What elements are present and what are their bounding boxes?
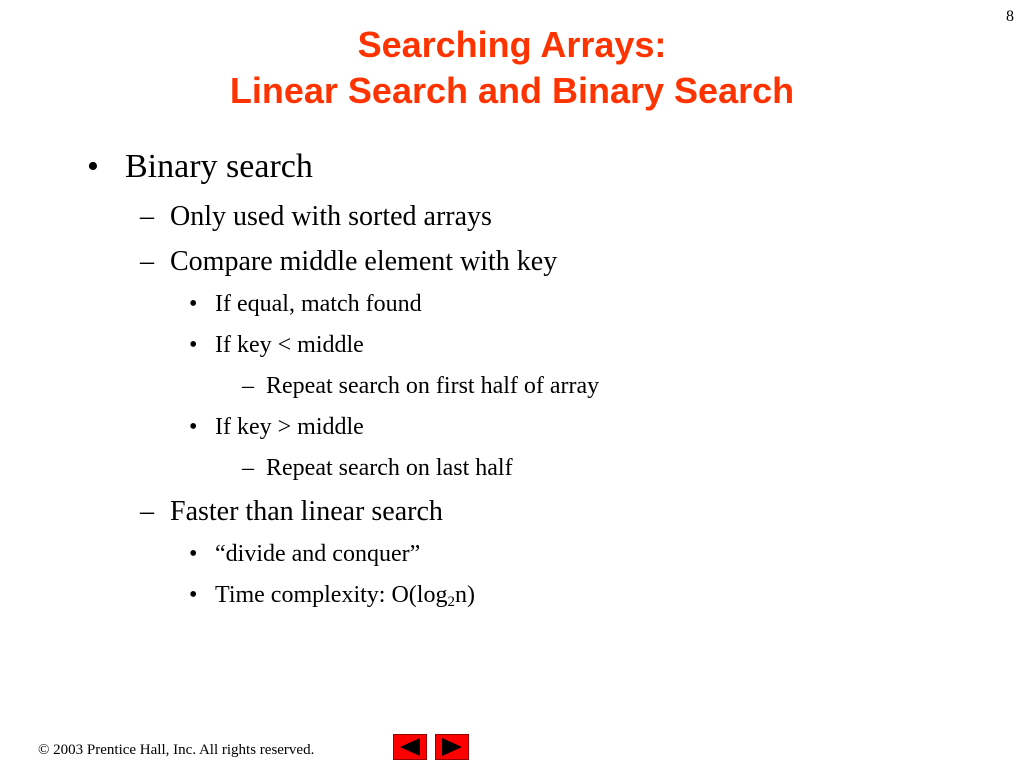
dash-marker: – [242, 455, 254, 481]
item-text [215, 582, 475, 609]
right-arrow-icon [436, 735, 468, 759]
slide-title-line-1: Searching Arrays: [357, 24, 667, 65]
bullet-marker: • [189, 582, 198, 608]
log-base-subscript: 2 [447, 594, 455, 610]
bullet-marker: • [189, 332, 198, 358]
item-text: If equal, match found [215, 291, 422, 317]
dash-marker: – [140, 496, 154, 527]
dash-marker: – [140, 246, 154, 277]
copyright-text: 2003 Prentice Hall, Inc. All rights reserved. [53, 742, 315, 758]
bullet-marker: • [189, 291, 198, 317]
slide-title-line-2: Linear Search and Binary Search [229, 70, 795, 111]
item-text: Repeat search on last half [266, 455, 513, 481]
left-arrow-icon [394, 735, 426, 759]
copyright-footer [38, 742, 314, 759]
previous-slide-button[interactable] [393, 734, 427, 760]
item-text: If key > middle [215, 414, 364, 440]
subbullet-text: Compare middle element with key [170, 246, 558, 277]
dash-marker: – [242, 373, 254, 399]
slide-title [0, 22, 1024, 114]
bullet-text: Binary search [125, 148, 313, 185]
next-slide-button[interactable] [435, 734, 469, 760]
bullet-marker: • [189, 414, 198, 440]
dash-marker: – [140, 201, 154, 232]
copyright-symbol: © [38, 742, 50, 758]
item-text: If key < middle [215, 332, 364, 358]
bullet-marker: • [87, 148, 99, 185]
subbullet-text: Faster than linear search [170, 496, 443, 527]
time-complexity-prefix: Time complexity: O(log [215, 582, 448, 608]
item-text: Repeat search on first half of array [266, 373, 600, 399]
bullet-marker: • [189, 541, 198, 567]
page-number: 8 [1006, 8, 1014, 25]
time-complexity-suffix: n) [454, 582, 475, 608]
subbullet-text: Only used with sorted arrays [170, 201, 492, 232]
item-text: “divide and conquer” [215, 541, 421, 567]
